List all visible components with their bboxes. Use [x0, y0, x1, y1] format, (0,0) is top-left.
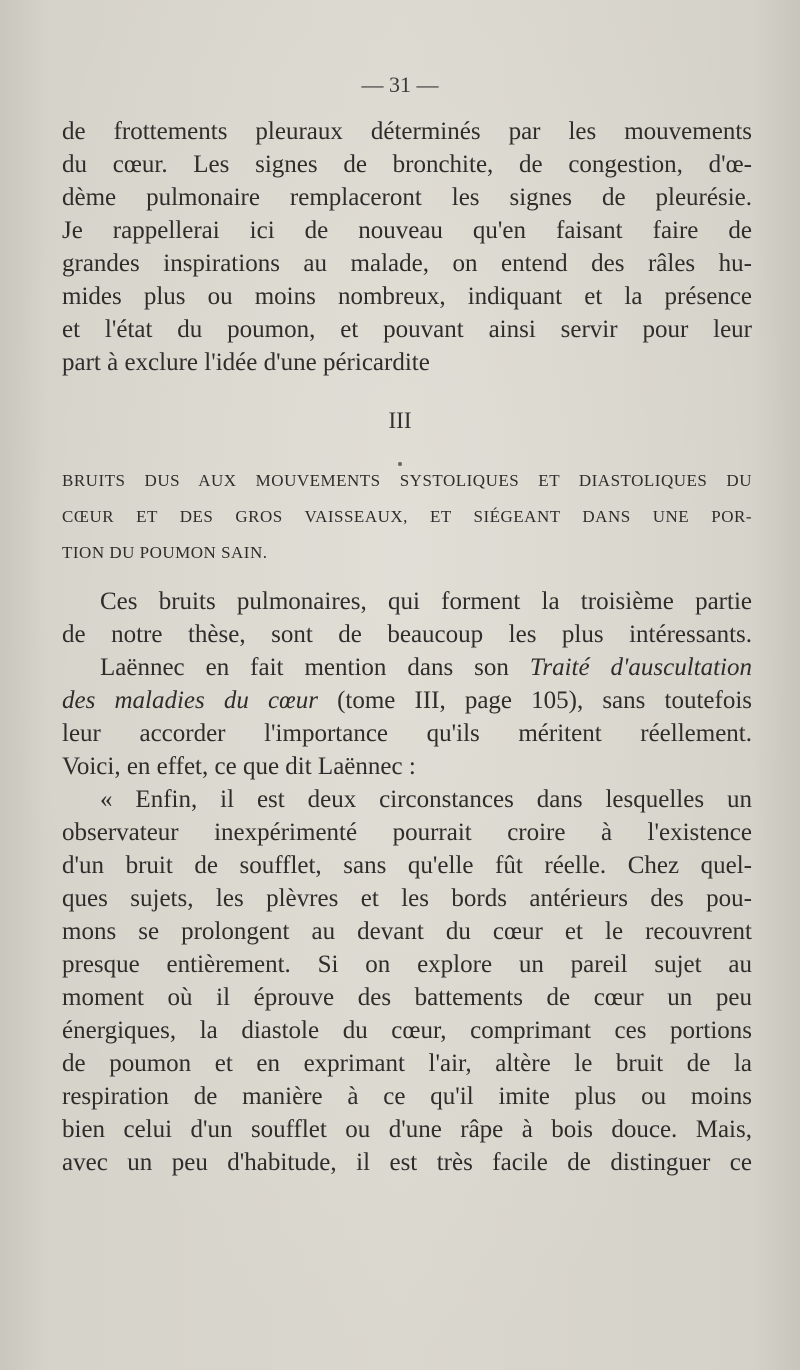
- body-line: du cœur. Les signes de bronchite, de congestion, d'œ-: [62, 151, 752, 178]
- body-text: Laënnec en fait mention dans son: [100, 654, 530, 681]
- quote-line: « Enfin, il est deux circonstances dans lesquelles un: [100, 786, 752, 813]
- quote-line: ques sujets, les plèvres et les bords antérieurs des pou-: [62, 885, 752, 912]
- quote-line: moment où il éprouve des battements de cœur un peu: [62, 984, 752, 1011]
- body-text: (tome III, page 105), sans toutefois: [317, 687, 752, 714]
- quote-line: presque entièrement. Si on explore un pareil sujet au: [62, 951, 752, 978]
- quote-line: d'un bruit de soufflet, sans qu'elle fût réelle. Chez quel-: [62, 852, 752, 879]
- book-title-italic: Traité d'auscultation: [529, 654, 752, 681]
- body-line: Voici, en effet, ce que dit Laënnec :: [62, 753, 416, 780]
- body-line: [100, 652, 752, 684]
- quote-line: avec un peu d'habitude, il est très facile de distinguer ce: [62, 1149, 752, 1176]
- section-heading-line: TION DU POUMON SAIN.: [62, 543, 268, 562]
- body-line: et l'état du poumon, et pouvant ainsi servir pour leur: [62, 316, 752, 343]
- body-line: [62, 685, 752, 717]
- quote-line: de poumon et en exprimant l'air, altère le bruit de la: [62, 1050, 752, 1077]
- body-line: Je rappellerai ici de nouveau qu'en faisant faire de: [62, 217, 752, 244]
- body-line: de frottements pleuraux déterminés par les mouvements: [62, 118, 752, 145]
- section-heading-line: CŒUR ET DES GROS VAISSEAUX, ET SIÉGEANT DANS UNE POR-: [62, 507, 752, 526]
- section-number: III: [388, 408, 412, 433]
- quote-line: bien celui d'un soufflet ou d'une râpe à bois douce. Mais,: [62, 1116, 752, 1143]
- body-line: dème pulmonaire remplaceront les signes de pleurésie.: [62, 184, 752, 211]
- body-line: leur accorder l'importance qu'ils méritent réellement.: [62, 720, 752, 747]
- ornament-dot: [398, 462, 402, 466]
- quote-line: observateur inexpérimenté pourrait croire à l'existence: [62, 819, 752, 846]
- body-line: Ces bruits pulmonaires, qui forment la troisième partie: [100, 588, 752, 615]
- quote-line: mons se prolongent au devant du cœur et le recouvrent: [62, 918, 752, 945]
- section-heading-line: BRUITS DUS AUX MOUVEMENTS SYSTOLIQUES ET DIASTOLIQUES DU: [62, 471, 752, 490]
- body-line: mides plus ou moins nombreux, indiquant et la présence: [62, 283, 752, 310]
- body-line: grandes inspirations au malade, on entend des râles hu-: [62, 250, 752, 277]
- body-line: de notre thèse, sont de beaucoup les plus intéressants.: [62, 621, 752, 648]
- body-line: part à exclure l'idée d'une péricardite: [62, 349, 430, 376]
- quote-line: respiration de manière à ce qu'il imite plus ou moins: [62, 1083, 752, 1110]
- page-number: — 31 —: [361, 72, 439, 97]
- quote-line: énergiques, la diastole du cœur, comprimant ces portions: [62, 1017, 752, 1044]
- book-title-italic: des maladies du cœur: [62, 687, 318, 714]
